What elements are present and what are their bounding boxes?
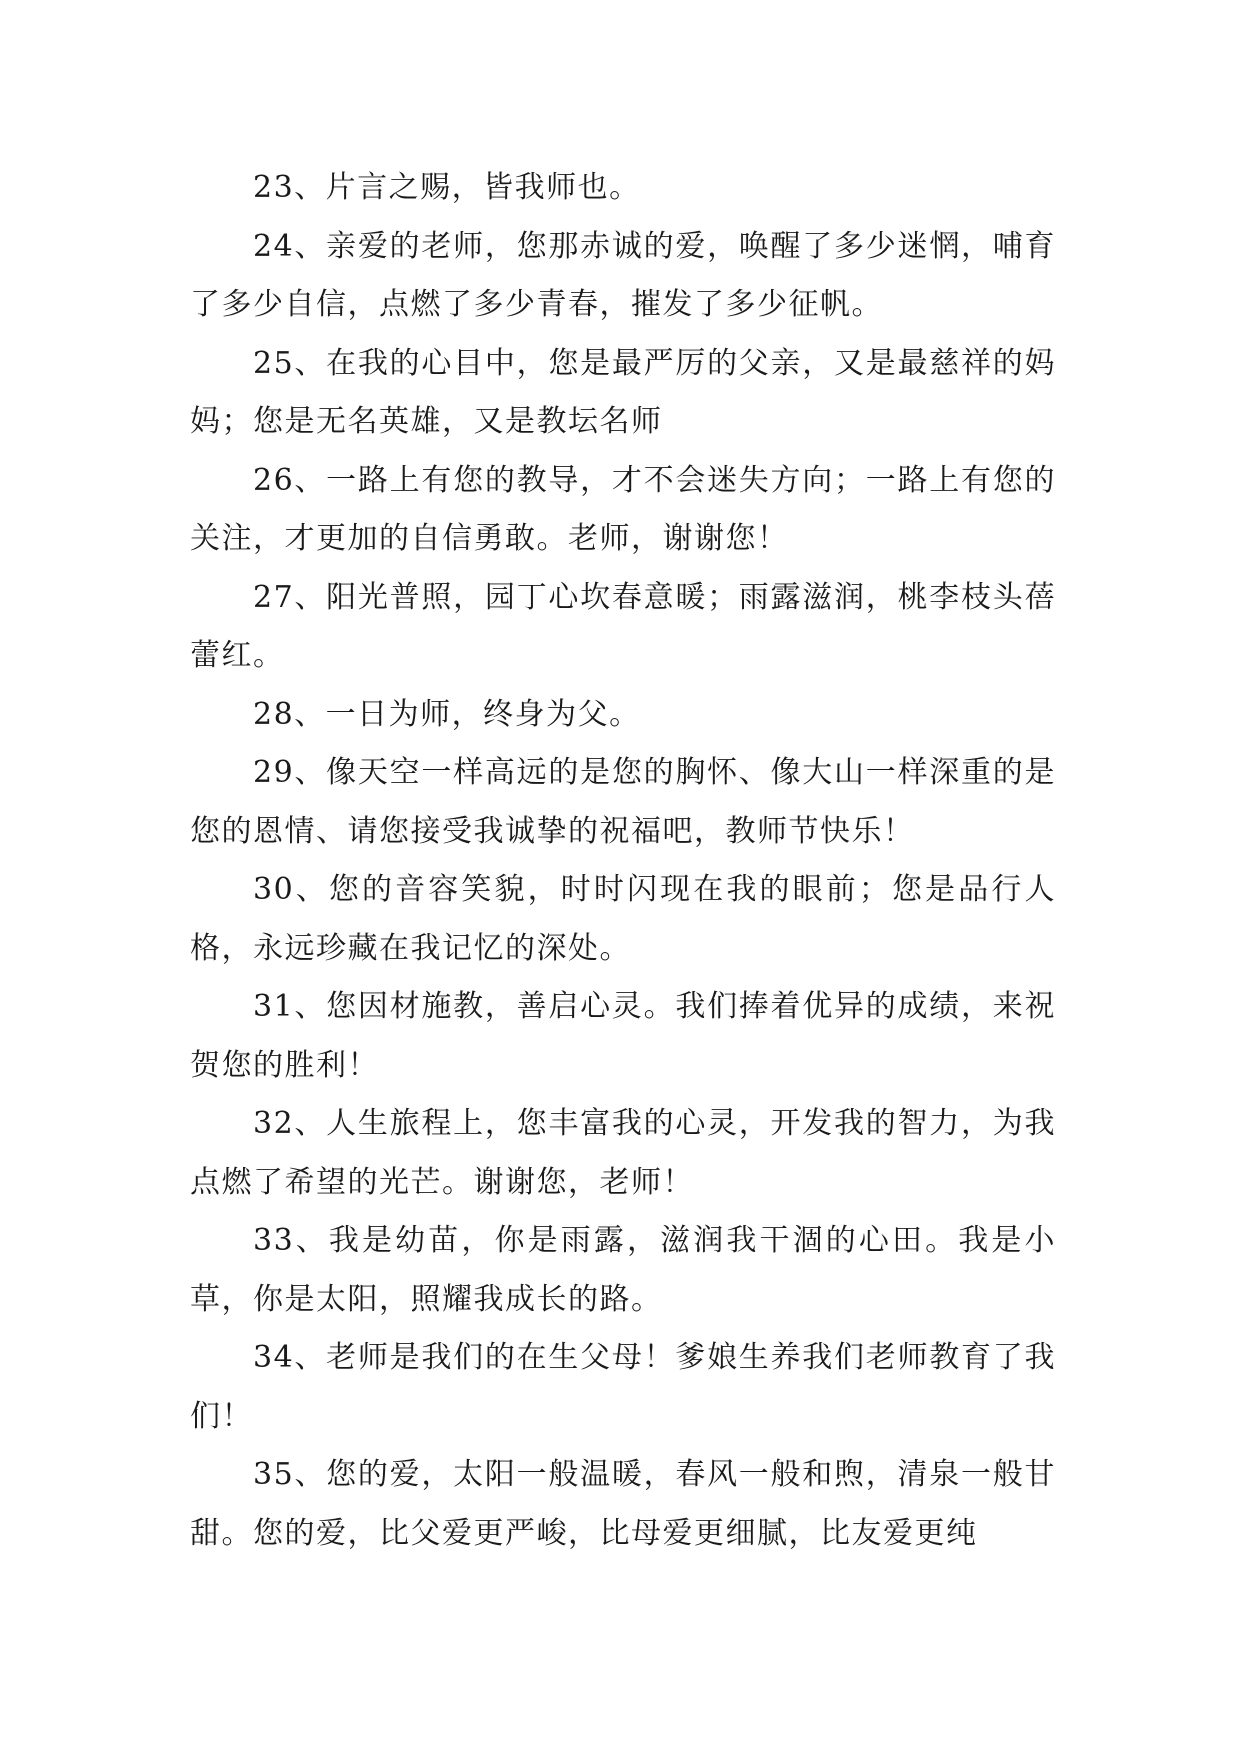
paragraph-24: 24、亲爱的老师，您那赤诚的爱，唤醒了多少迷惘，哺育了多少自信，点燃了多少青春，摧发了多少征帆。 xyxy=(190,228,1056,322)
paragraph-33: 33、我是幼苗，你是雨露，滋润我干涸的心田。我是小草，你是太阳，照耀我成长的路。 xyxy=(190,1223,1056,1317)
paragraph-25: 25、在我的心目中，您是最严厉的父亲，又是最慈祥的妈妈；您是无名英雄，又是教坛名师 xyxy=(190,345,1056,439)
paragraph-23: 23、片言之赐，皆我师也。 xyxy=(253,170,641,205)
paragraph-26: 26、一路上有您的教导，才不会迷失方向；一路上有您的关注，才更加的自信勇敢。老师，谢谢您！ xyxy=(190,462,1056,556)
paragraph-35: 35、您的爱，太阳一般温暖，春风一般和煦，清泉一般甘甜。您的爱，比父爱更严峻，比母爱更细腻，比友爱更纯 xyxy=(190,1457,1056,1551)
paragraph-31: 31、您因材施教，善启心灵。我们捧着优异的成绩，来祝贺您的胜利！ xyxy=(190,989,1056,1083)
paragraph-27: 27、阳光普照，园丁心坎春意暖；雨露滋润，桃李枝头蓓蕾红。 xyxy=(190,579,1056,673)
paragraph-28: 28、一日为师，终身为父。 xyxy=(253,696,641,732)
paragraph-29: 29、像天空一样高远的是您的胸怀、像大山一样深重的是您的恩情、请您接受我诚挚的祝福吧，教师节快乐！ xyxy=(190,755,1056,849)
paragraph-32: 32、人生旅程上，您丰富我的心灵，开发我的智力，为我点燃了希望的光芒。谢谢您，老师！ xyxy=(190,1106,1056,1200)
document-body xyxy=(190,159,1056,1563)
paragraph-34: 34、老师是我们的在生父母！爹娘生养我们老师教育了我们！ xyxy=(190,1340,1056,1434)
paragraph-30: 30、您的音容笑貌，时时闪现在我的眼前；您是品行人格，永远珍藏在我记忆的深处。 xyxy=(190,872,1056,966)
